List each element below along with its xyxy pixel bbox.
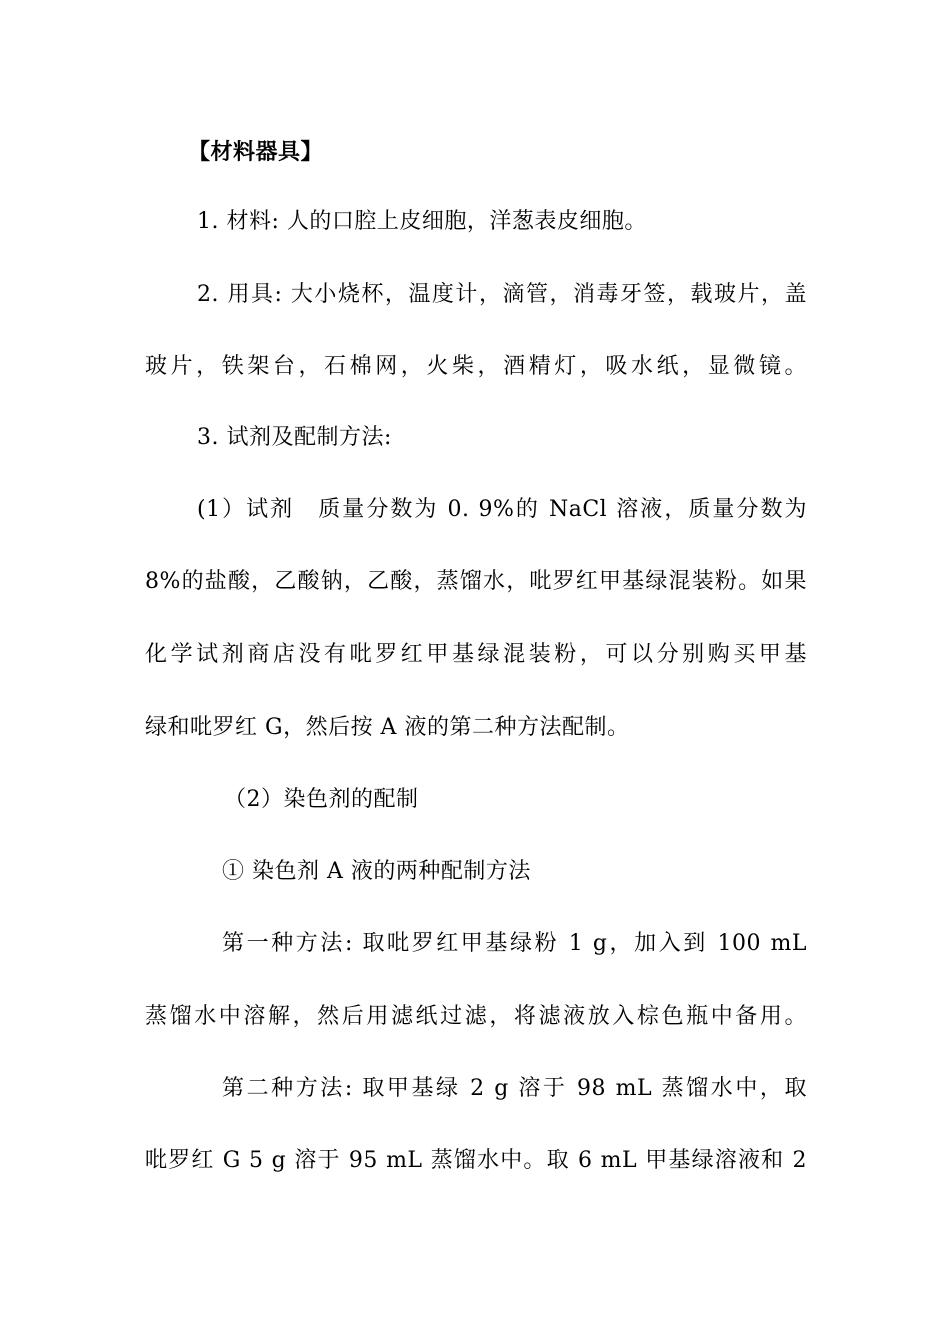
text-line: 第一种方法: 取吡罗红甲基绿粉 1 g，加入到 100 mL [222, 931, 807, 956]
text-line: 2. 用具: 大小烧杯，温度计，滴管，消毒牙签，载玻片，盖 [197, 282, 807, 307]
text-line: 3. 试剂及配制方法: [197, 425, 392, 450]
subsection-heading: （2）染色剂的配制 [224, 787, 419, 812]
text-line: 蒸馏水中溶解，然后用滤纸过滤，将滤液放入棕色瓶中备用。 [145, 1004, 807, 1029]
section-heading: 【材料器具】 [188, 139, 324, 165]
text-line: 8%的盐酸，乙酸钠，乙酸，蒸馏水，吡罗红甲基绿混装粉。如果 [145, 569, 807, 594]
text-line: 化学试剂商店没有吡罗红甲基绿混装粉，可以分别购买甲基 [145, 642, 807, 667]
text-line: 吡罗红 G 5 g 溶于 95 mL 蒸馏水中。取 6 mL 甲基绿溶液和 2 [145, 1148, 807, 1173]
text-line: (1）试剂 质量分数为 0. 9%的 NaCl 溶液，质量分数为 [197, 497, 807, 522]
text-line: 第二种方法: 取甲基绿 2 g 溶于 98 mL 蒸馏水中，取 [222, 1076, 807, 1101]
text-line: 1. 材料: 人的口腔上皮细胞，洋葱表皮细胞。 [197, 209, 647, 234]
text-line: 玻片，铁架台，石棉网，火柴，酒精灯，吸水纸，显微镜。 [145, 354, 807, 379]
text-line: 绿和吡罗红 G，然后按 A 液的第二种方法配制。 [145, 715, 630, 740]
text-line: ① 染色剂 A 液的两种配制方法 [222, 859, 531, 884]
